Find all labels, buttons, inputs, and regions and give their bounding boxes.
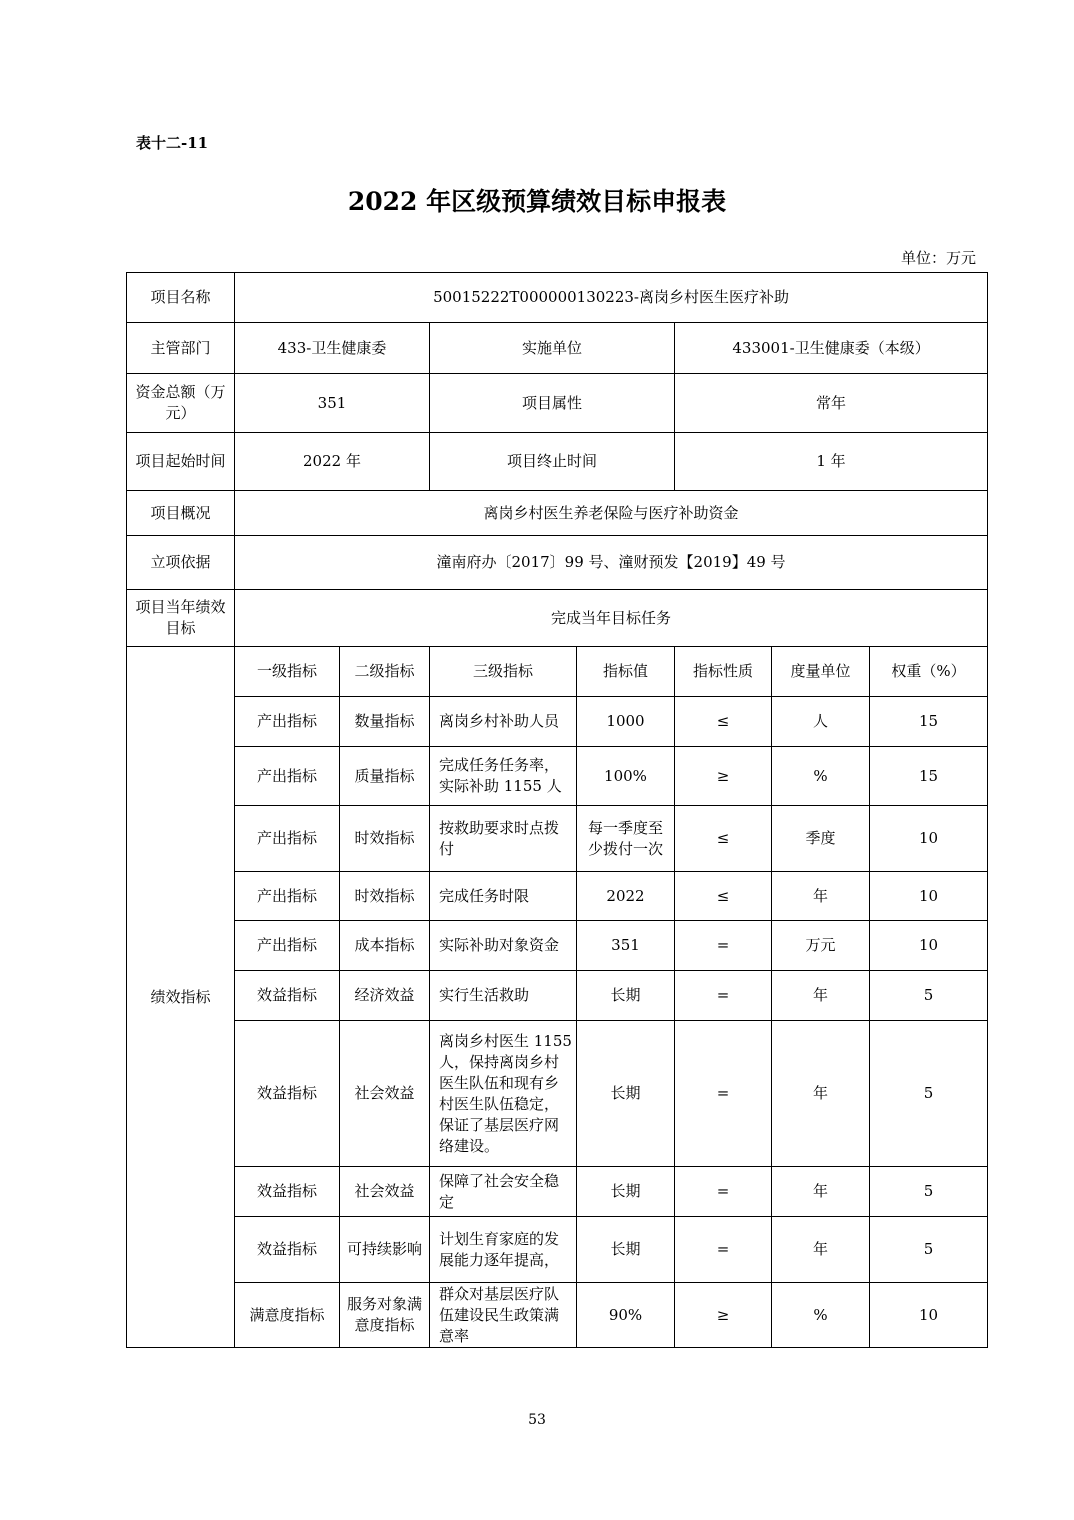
- col-header: 权重（%）: [870, 647, 988, 697]
- table-row: [127, 1217, 988, 1283]
- dept-label: 主管部门: [127, 323, 235, 374]
- weight-cell: 10: [870, 806, 988, 872]
- value-cell: 长期: [577, 971, 675, 1021]
- dept-value: 433-卫生健康委: [235, 323, 430, 374]
- table-row: [127, 1167, 988, 1217]
- level3-cell: 离岗乡村医生 1155 人，保持离岗乡村医生队伍和现有乡村医生队伍稳定，保证了基层医疗网络建设。: [430, 1021, 577, 1167]
- weight-cell: 10: [870, 872, 988, 921]
- fund-total-label: 资金总额（万元）: [127, 374, 235, 433]
- project-attr-label: 项目属性: [430, 374, 675, 433]
- level3-cell: 实际补助对象资金: [430, 921, 577, 971]
- overview-label: 项目概况: [127, 491, 235, 536]
- weight-cell: 15: [870, 747, 988, 806]
- level3-cell: 保障了社会安全稳定: [430, 1167, 577, 1217]
- level1-cell: 产出指标: [235, 806, 340, 872]
- nature-cell: ≤: [675, 806, 772, 872]
- level1-cell: 产出指标: [235, 921, 340, 971]
- level3-cell: 离岗乡村补助人员: [430, 697, 577, 747]
- end-time-label: 项目终止时间: [430, 433, 675, 491]
- weight-cell: 5: [870, 1217, 988, 1283]
- col-header: 三级指标: [430, 647, 577, 697]
- table-row: [127, 697, 988, 747]
- level1-cell: 效益指标: [235, 1021, 340, 1167]
- level1-cell: 满意度指标: [235, 1283, 340, 1348]
- level1-cell: 产出指标: [235, 872, 340, 921]
- unit-cell: 年: [772, 1217, 870, 1283]
- project-name-label: 项目名称: [127, 273, 235, 323]
- level1-cell: 效益指标: [235, 1167, 340, 1217]
- level2-cell: 质量指标: [340, 747, 430, 806]
- unit-cell: 季度: [772, 806, 870, 872]
- weight-cell: 10: [870, 1283, 988, 1348]
- nature-cell: =: [675, 1217, 772, 1283]
- weight-cell: 5: [870, 1167, 988, 1217]
- table-row: [127, 1283, 988, 1348]
- overview-value: 离岗乡村医生养老保险与医疗补助资金: [235, 491, 988, 536]
- value-cell: 90%: [577, 1283, 675, 1348]
- level3-cell: 计划生育家庭的发展能力逐年提高，: [430, 1217, 577, 1283]
- unit-cell: %: [772, 747, 870, 806]
- level3-cell: 实行生活救助: [430, 971, 577, 1021]
- page-title: 2022 年区级预算绩效目标申报表: [347, 187, 727, 216]
- col-header: 一级指标: [235, 647, 340, 697]
- unit-cell: 年: [772, 872, 870, 921]
- level2-cell: 社会效益: [340, 1021, 430, 1167]
- level1-cell: 产出指标: [235, 747, 340, 806]
- nature-cell: =: [675, 1167, 772, 1217]
- basis-value: 潼南府办〔2017〕99 号、潼财预发【2019】49 号: [235, 536, 988, 590]
- value-cell: 长期: [577, 1167, 675, 1217]
- table-row: [127, 872, 988, 921]
- level1-cell: 产出指标: [235, 697, 340, 747]
- end-time-value: 1 年: [675, 433, 988, 491]
- unit-cell: 年: [772, 1167, 870, 1217]
- col-header: 指标值: [577, 647, 675, 697]
- col-header: 度量单位: [772, 647, 870, 697]
- nature-cell: ≥: [675, 1283, 772, 1348]
- value-cell: 每一季度至少拨付一次: [577, 806, 675, 872]
- level2-cell: 经济效益: [340, 971, 430, 1021]
- performance-target-table: [126, 272, 988, 1348]
- unit-cell: 年: [772, 1021, 870, 1167]
- nature-cell: =: [675, 1021, 772, 1167]
- value-cell: 长期: [577, 1021, 675, 1167]
- unit-cell: 人: [772, 697, 870, 747]
- start-time-value: 2022 年: [235, 433, 430, 491]
- annual-goal-label: 项目当年绩效目标: [127, 590, 235, 647]
- value-cell: 100%: [577, 747, 675, 806]
- weight-cell: 15: [870, 697, 988, 747]
- table-label: 表十二-11: [136, 134, 209, 152]
- level2-cell: 服务对象满意度指标: [340, 1283, 430, 1348]
- impl-unit-value: 433001-卫生健康委（本级）: [675, 323, 988, 374]
- table-row: [127, 806, 988, 872]
- unit-cell: 年: [772, 971, 870, 1021]
- project-name-value: 50015222T000000130223-离岗乡村医生医疗补助: [235, 273, 988, 323]
- value-cell: 1000: [577, 697, 675, 747]
- level3-cell: 群众对基层医疗队伍建设民生政策满意率: [430, 1283, 577, 1348]
- unit-cell: 万元: [772, 921, 870, 971]
- value-cell: 长期: [577, 1217, 675, 1283]
- table-row: [127, 747, 988, 806]
- nature-cell: =: [675, 921, 772, 971]
- annual-goal-value: 完成当年目标任务: [235, 590, 988, 647]
- fund-total-value: 351: [235, 374, 430, 433]
- unit-label: 单位：万元: [900, 249, 976, 267]
- table-row: [127, 971, 988, 1021]
- weight-cell: 5: [870, 1021, 988, 1167]
- level1-cell: 效益指标: [235, 1217, 340, 1283]
- level3-cell: 按救助要求时点拨付: [430, 806, 577, 872]
- weight-cell: 10: [870, 921, 988, 971]
- weight-cell: 5: [870, 971, 988, 1021]
- value-cell: 351: [577, 921, 675, 971]
- col-header: 二级指标: [340, 647, 430, 697]
- level3-cell: 完成任务任务率，实际补助 1155 人: [430, 747, 577, 806]
- nature-cell: ≤: [675, 872, 772, 921]
- col-header: 指标性质: [675, 647, 772, 697]
- start-time-label: 项目起始时间: [127, 433, 235, 491]
- nature-cell: ≥: [675, 747, 772, 806]
- level2-cell: 时效指标: [340, 806, 430, 872]
- page-number: 53: [528, 1412, 546, 1428]
- level2-cell: 时效指标: [340, 872, 430, 921]
- value-cell: 2022: [577, 872, 675, 921]
- basis-label: 立项依据: [127, 536, 235, 590]
- level2-cell: 可持续影响: [340, 1217, 430, 1283]
- table-row: [127, 1021, 988, 1167]
- level2-cell: 成本指标: [340, 921, 430, 971]
- unit-cell: %: [772, 1283, 870, 1348]
- nature-cell: ≤: [675, 697, 772, 747]
- nature-cell: =: [675, 971, 772, 1021]
- project-attr-value: 常年: [675, 374, 988, 433]
- level3-cell: 完成任务时限: [430, 872, 577, 921]
- impl-unit-label: 实施单位: [430, 323, 675, 374]
- table-row: [127, 921, 988, 971]
- level1-cell: 效益指标: [235, 971, 340, 1021]
- level2-cell: 社会效益: [340, 1167, 430, 1217]
- indicators-section-label: 绩效指标: [127, 647, 235, 1348]
- level2-cell: 数量指标: [340, 697, 430, 747]
